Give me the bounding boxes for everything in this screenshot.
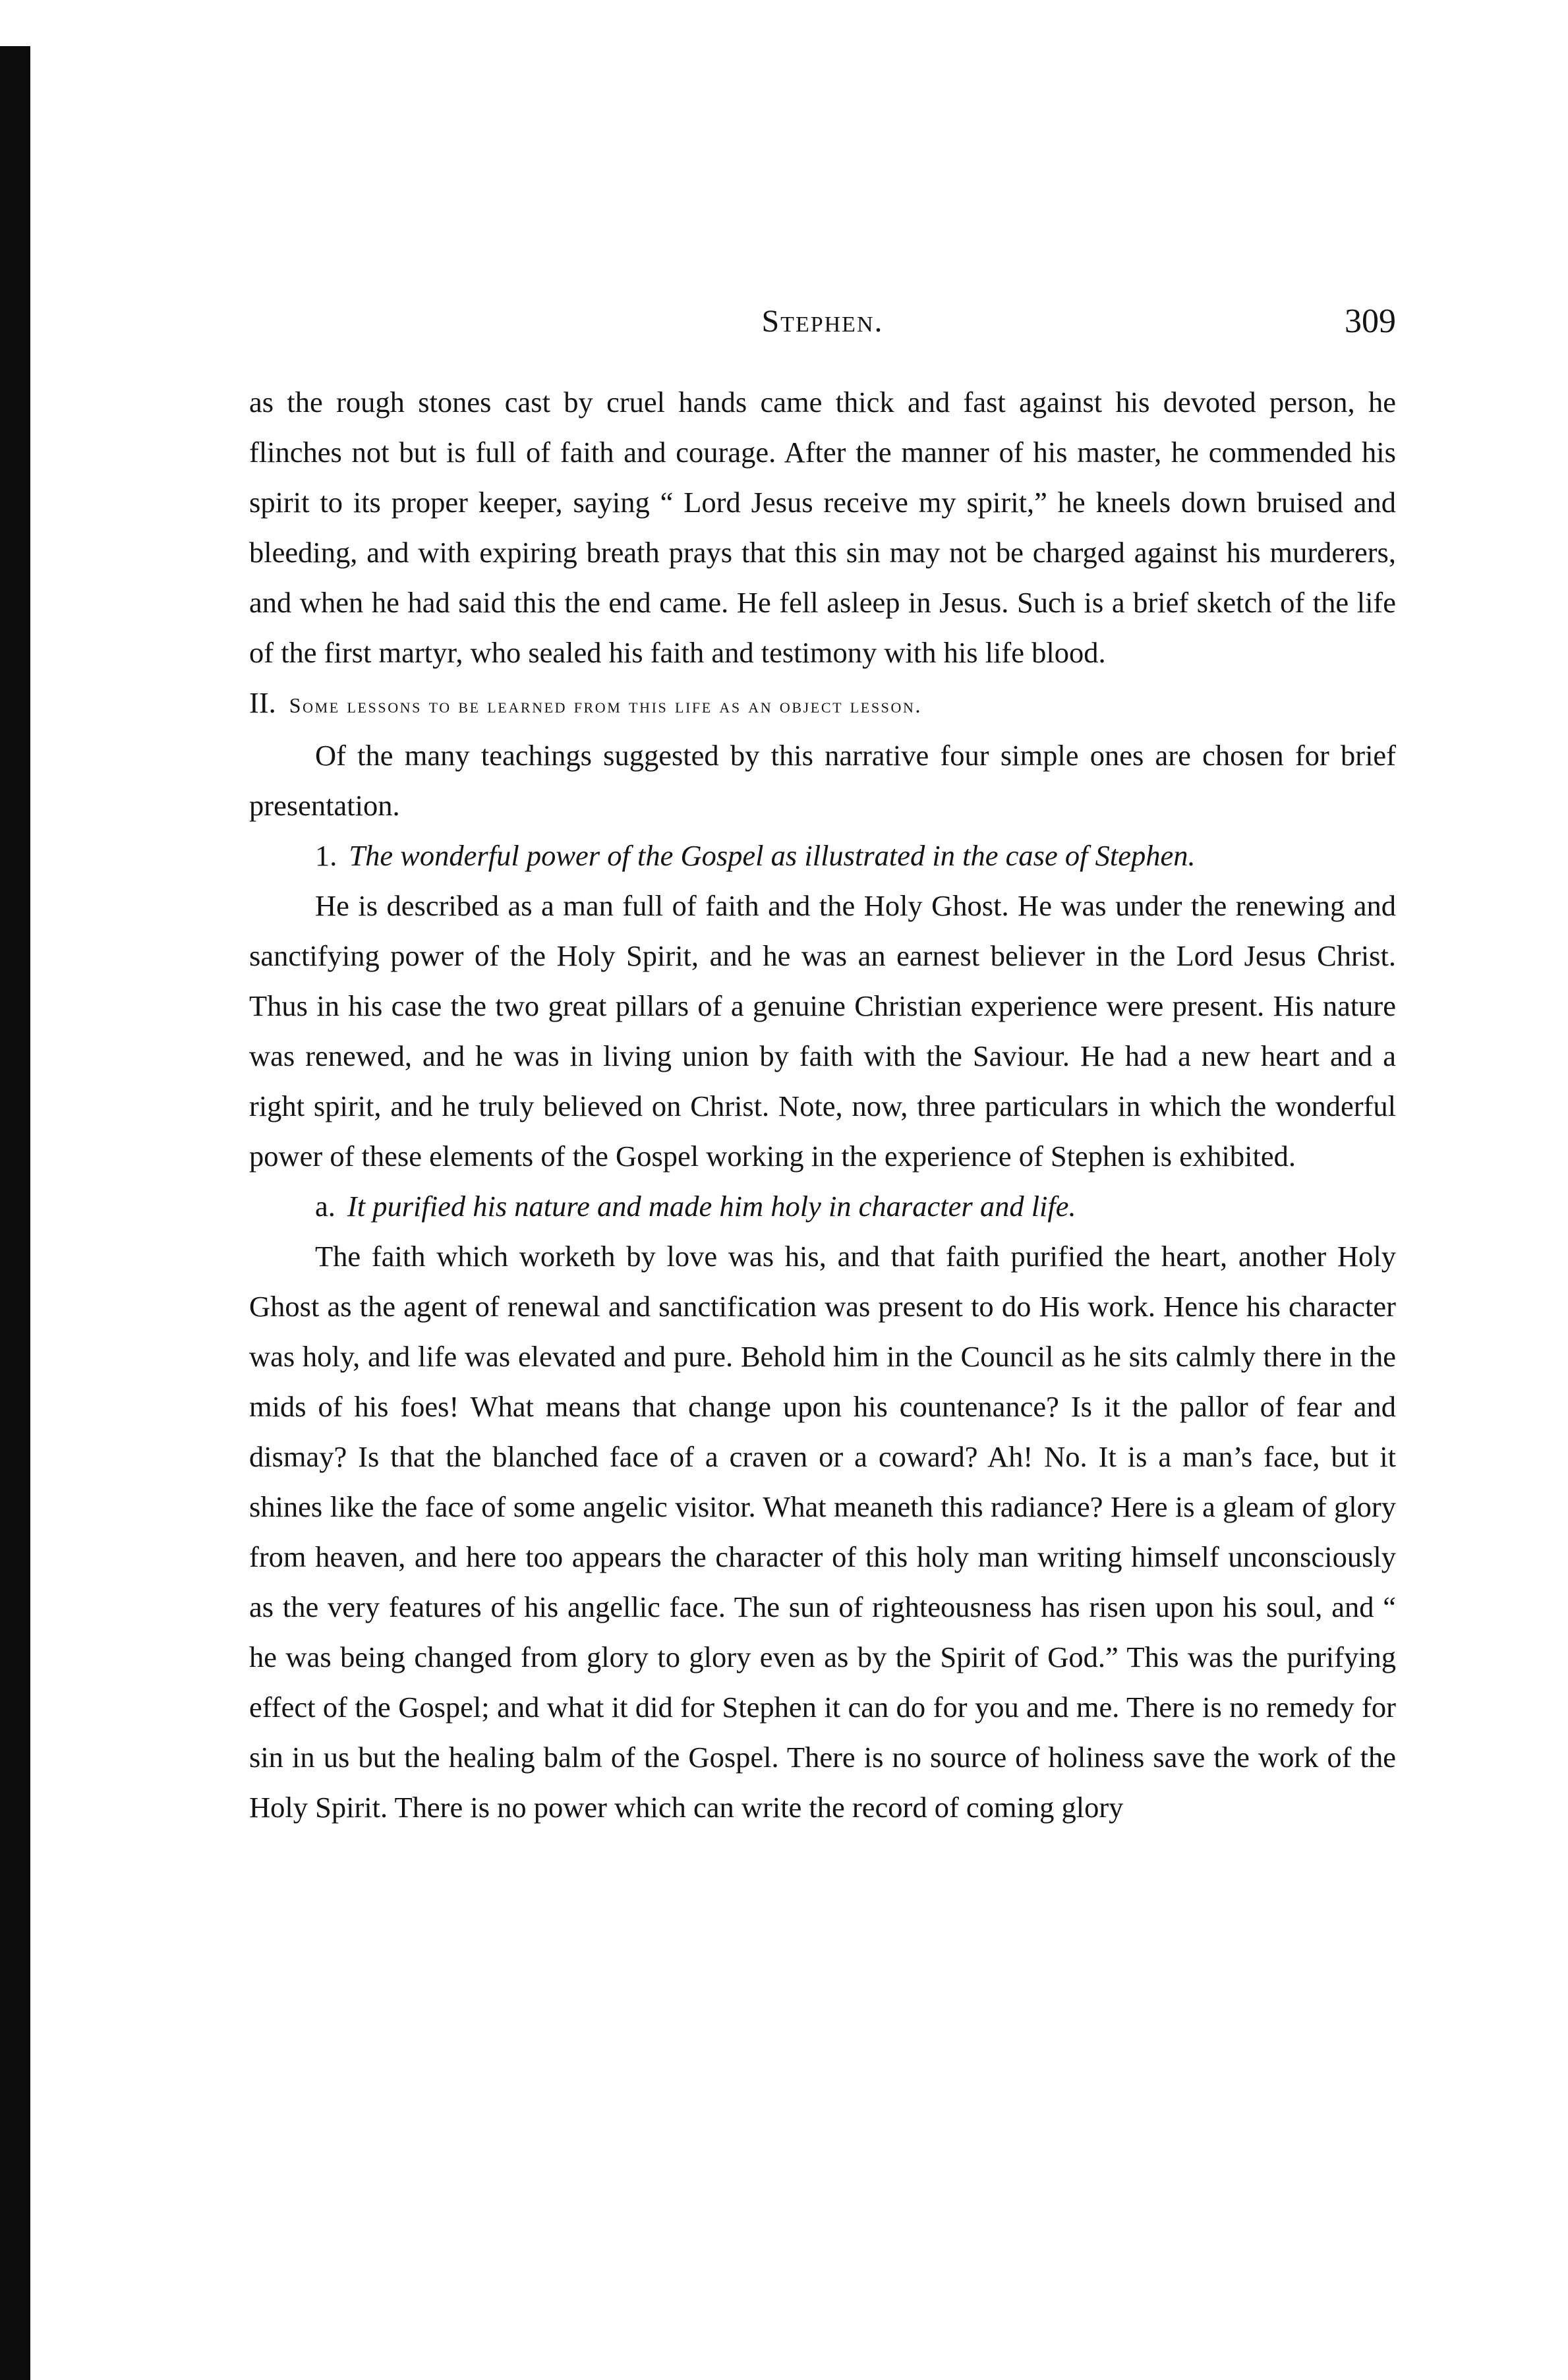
book-page xyxy=(249,0,1396,2380)
section-heading-ii xyxy=(249,678,1396,730)
subheading-marker: a. xyxy=(315,1190,335,1223)
subheading-point-a xyxy=(249,1181,1396,1231)
subheading-point-1 xyxy=(249,830,1396,881)
section-heading-text: Some lessons to be learned from this life as an object lesson. xyxy=(289,693,923,717)
running-head xyxy=(249,295,1396,348)
subheading-marker: 1. xyxy=(315,839,337,872)
subheading-text: The wonderful power of the Gospel as illustrated in the case of Stephen. xyxy=(349,839,1196,872)
section-numeral: II. xyxy=(249,686,276,719)
paragraph-martyrdom: as the rough stones cast by cruel hands came thick and fast against his devoted person, he flinches not but is full of faith and courage. After the manner of his master, he commended his spirit to its proper keeper, saying “ Lord Jesus receive my spirit,” he kneels down bruised and bleeding, and with expiring breath prays that this sin may not be charged against his murderers, and when he had said this the end came. He fell asleep in Jesus. Such is a brief sketch of the life of the first martyr, who sealed his faith and testimony with his life blood. xyxy=(249,386,1396,669)
body-text xyxy=(249,377,1396,1832)
paragraph-faith-holy-ghost: He is described as a man full of faith and the Holy Ghost. He was under the renewing and sanctifying power of the Holy Spirit, and he was an earnest believer in the Lord Jesus Christ. Thus in his case the two great pillars of a genuine Christian experience were present. His nature was renewed, and he was in living union by faith with the Saviour. He had a new heart and a right spirit, and he truly believed on Christ. Note, now, three particulars in which the wonderful power of these elements of the Gospel working in the experience of Stephen is exhibited. xyxy=(249,889,1396,1173)
subheading-text: It purified his nature and made him holy in character and life. xyxy=(347,1190,1076,1223)
scan-edge-shadow xyxy=(0,46,30,2380)
paragraph-purified-nature: The faith which worketh by love was his, and that faith purified the heart, another Holy Ghost as the agent of renewal and sanctification was present to do His work. Hence his character was holy, and life was elevated and pure. Behold him in the Council as he sits calmly there in the mids of his foes! What means that change upon his countenance? Is it the pallor of fear and dismay? Is that the blanched face of a craven or a coward? Ah! No. It is a man’s face, but it shines like the face of some angelic visitor. What meaneth this radiance? Here is a gleam of glory from heaven, and here too appears the character of this holy man writing himself unconsciously as the very features of his angellic face. The sun of righteousness has risen upon his soul, and “ he was being changed from glory to glory even as by the Spirit of God.” This was the purifying effect of the Gospel; and what it did for Stephen it can do for you and me. There is no remedy for sin in us but the healing balm of the Gospel. There is no source of holiness save the work of the Holy Spirit. There is no power which can write the record of coming glory xyxy=(249,1240,1396,1824)
running-title: Stephen. xyxy=(761,304,884,339)
page-number: 309 xyxy=(1345,303,1396,340)
paragraph-teachings: Of the many teachings suggested by this narrative four simple ones are chosen for brief presentation. xyxy=(249,739,1396,822)
